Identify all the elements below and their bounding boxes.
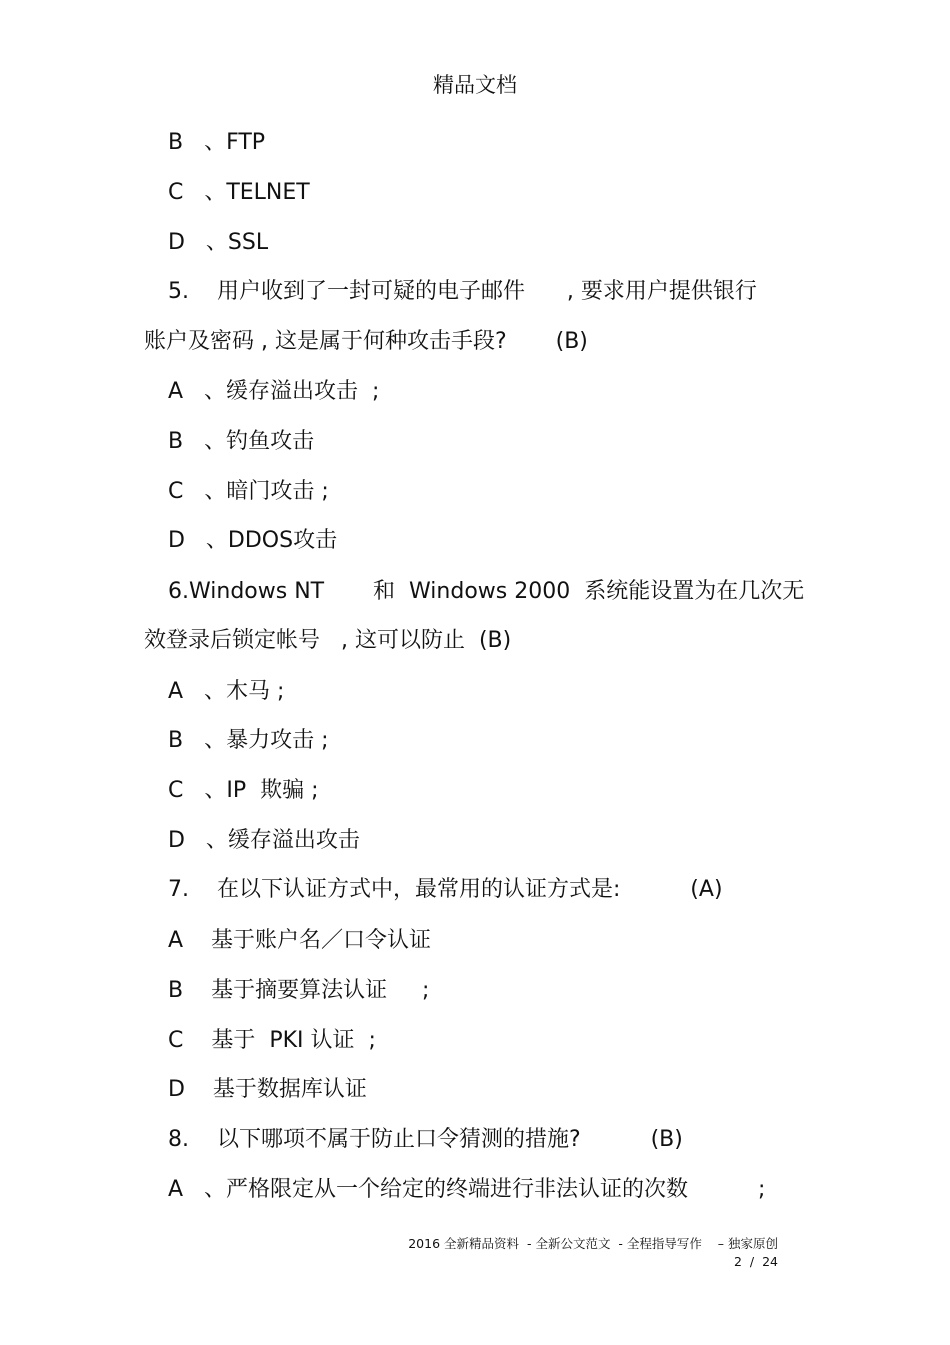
question-5-line-2: 账户及密码 , 这是属于何种攻击手段? (B) [144,329,588,354]
q7-option-a: A 基于账户名／口令认证 [168,928,432,953]
q6-option-b: B 、暴力攻击 ; [168,728,329,753]
q6-option-c: C 、IP 欺骗 ; [168,778,319,803]
q6-option-d: D 、缓存溢出攻击 [168,828,360,853]
question-8: 8. 以下哪项不属于防止口令猜测的措施? (B) [168,1127,683,1152]
q5-option-a: A 、缓存溢出攻击 ; [168,379,380,404]
q5-option-c: C 、暗门攻击 ; [168,479,329,504]
q5-option-d: D 、DDOS攻击 [168,528,338,553]
q6-option-a: A 、木马 ; [168,679,285,704]
option-d-ssl: D 、SSL [168,230,269,255]
question-5-line-1: 5. 用户收到了一封可疑的电子邮件 , 要求用户提供银行 [168,279,757,304]
question-7: 7. 在以下认证方式中，最常用的认证方式是: (A) [168,877,723,902]
footer-note: 2016 全新精品资料 - 全新公文范文 - 全程指导写作 – 独家原创 [408,1236,778,1251]
question-6-line-1: 6.Windows NT 和 Windows 2000 系统能设置为在几次无 [168,579,805,604]
option-c-telnet: C 、TELNET [168,180,310,205]
question-6-line-2: 效登录后锁定帐号 , 这可以防止 (B) [144,628,512,653]
q7-option-d: D 基于数据库认证 [168,1077,367,1102]
q5-option-b: B 、钓鱼攻击 [168,429,315,454]
q8-option-a: A 、严格限定从一个给定的终端进行非法认证的次数 ; [168,1177,766,1202]
q7-option-c: C 基于 PKI 认证 ; [168,1028,376,1053]
q7-option-b: B 基于摘要算法认证 ; [168,978,430,1003]
option-b-ftp: B 、FTP [168,130,266,155]
footer-page-number: 2 / 24 [734,1254,778,1269]
page-header-title: 精品文档 [433,73,517,97]
